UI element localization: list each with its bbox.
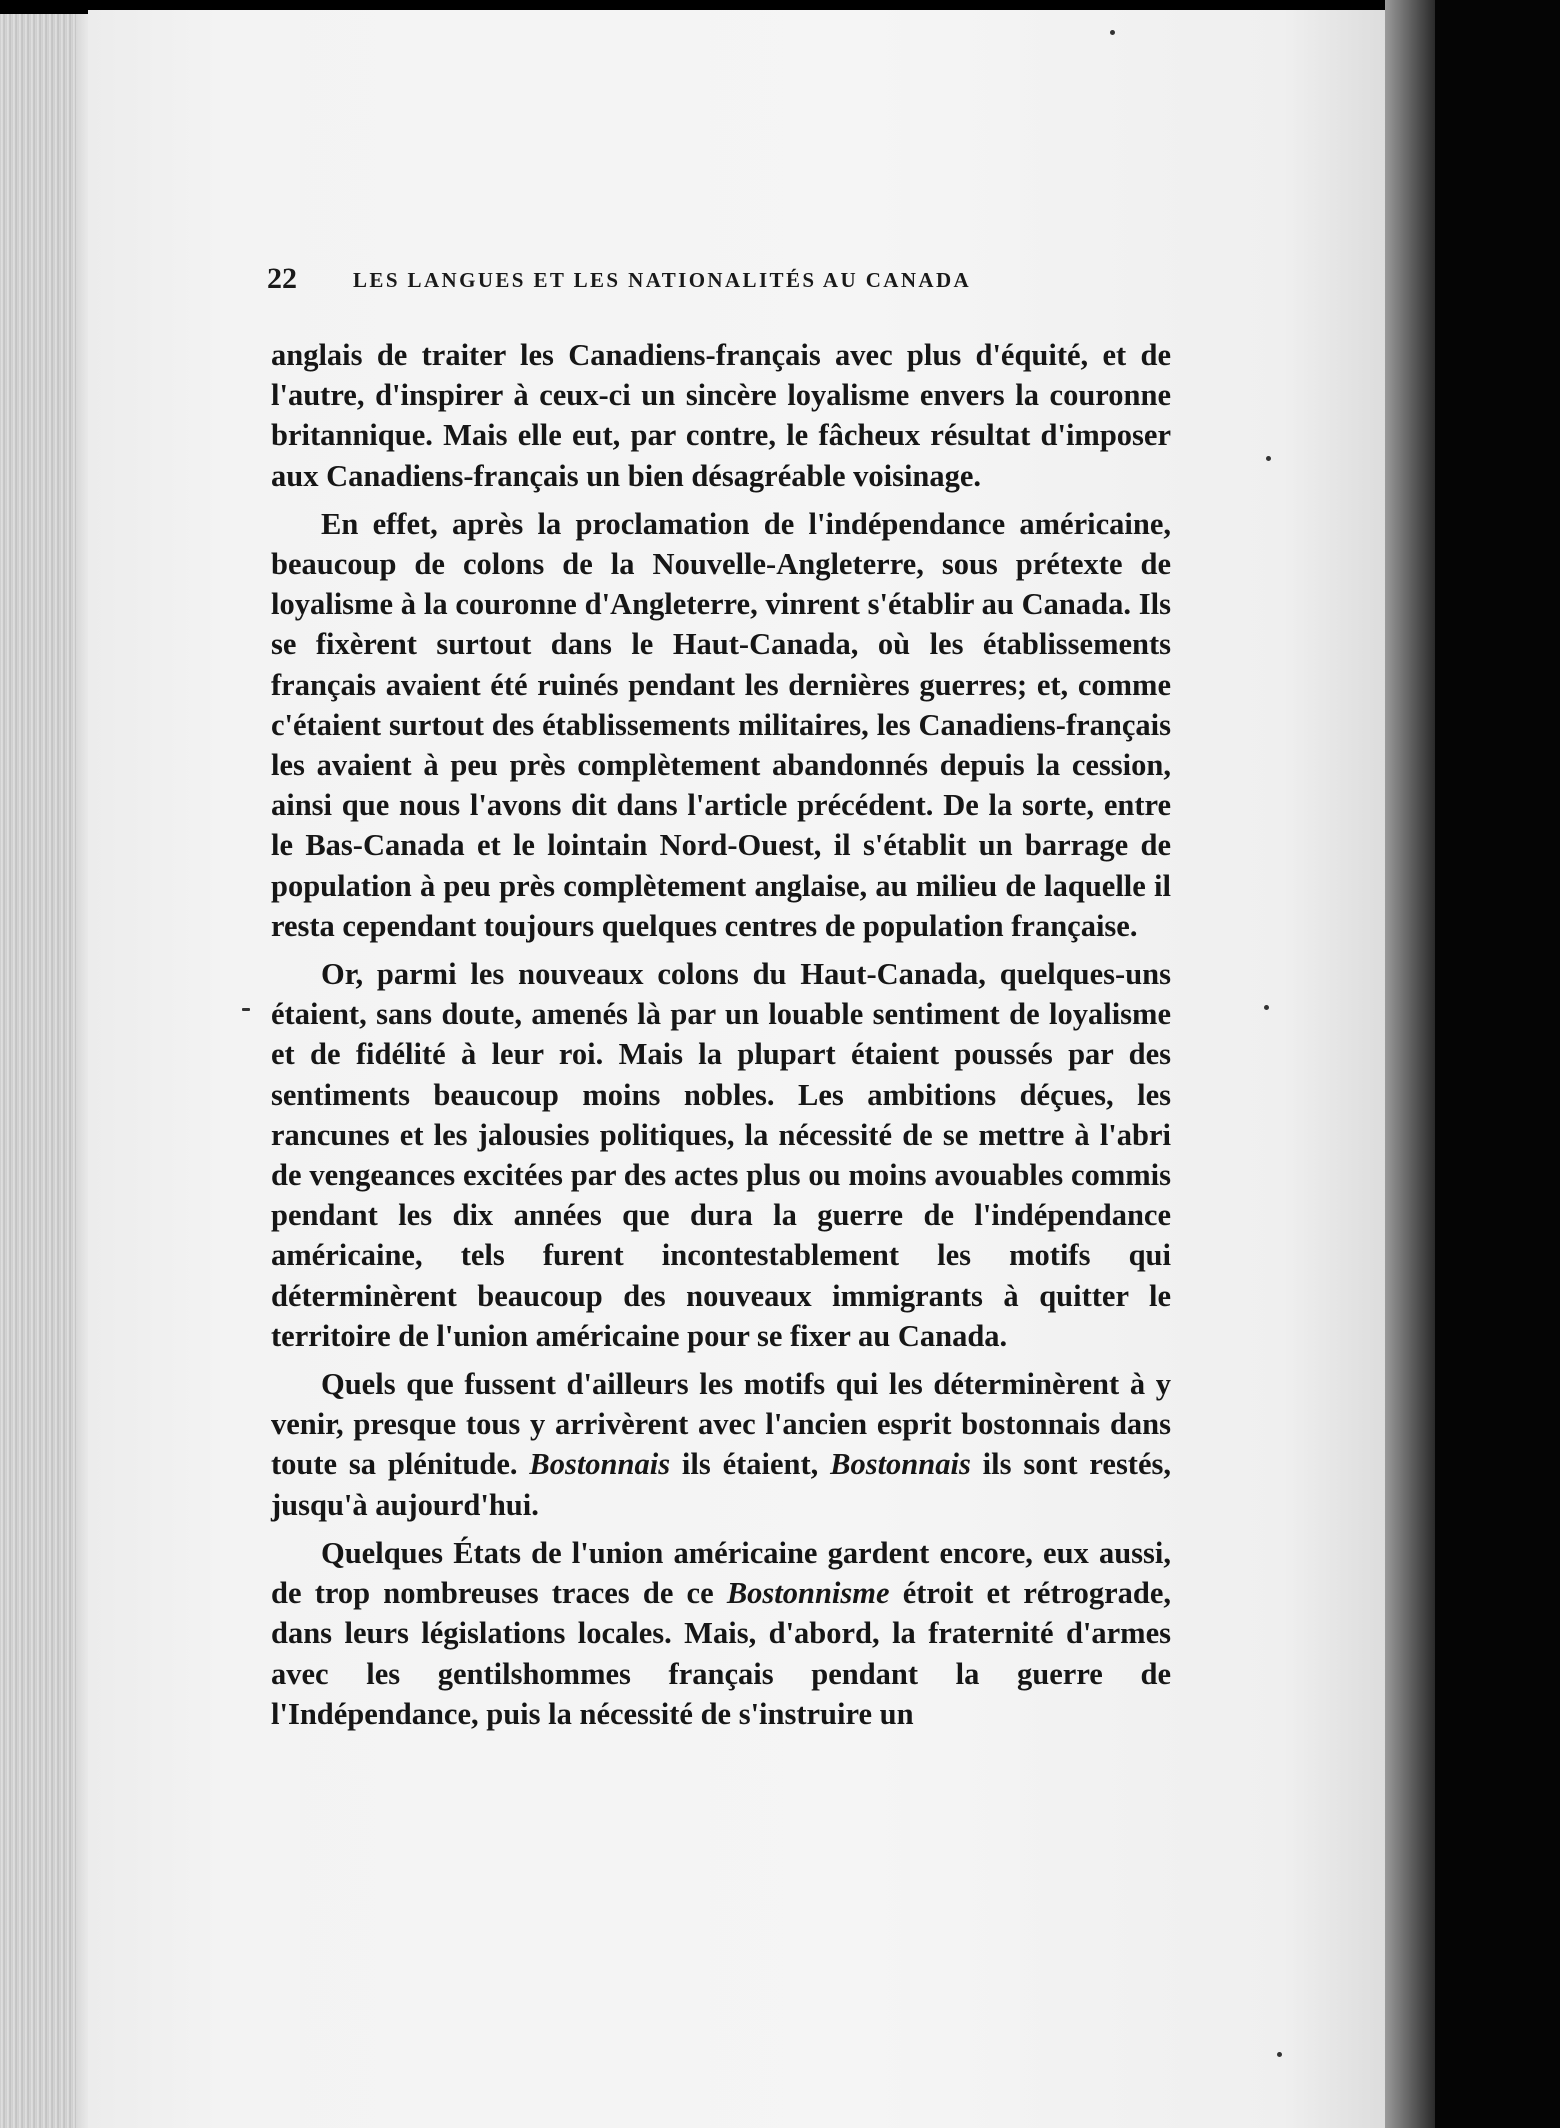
scan-speck: [1110, 30, 1115, 35]
page-number: 22: [267, 262, 297, 295]
book-page-edges: [0, 14, 90, 2128]
paragraph-2: En effet, après la proclamation de l'indépendance américaine, beaucoup de colons de la Nouvelle-Angleterre, sous prétexte de loyalisme à la couronne d'Angleterre, vinrent s'établir au Canada. Ils se fixèrent surtout dans le Haut-Canada, où les établissements français avaient été ruinés pendant les dernières guerres; et, comme c'étaient surtout des établissements militaires, les Canadiens-français les avaient à peu près complètement abandonnés depuis la cession, ainsi que nous l'avons dit dans l'article précédent. De la sorte, entre le Bas-Canada et le lointain Nord-Ouest, il s'établit un barrage de population à peu près complètement anglaise, au milieu de laquelle il resta cependant toujours quelques centres de population française.: [271, 506, 1171, 943]
gutter-shadow: [1385, 0, 1435, 2128]
paragraph-5: [271, 1533, 1171, 1734]
scan-speck: [1266, 456, 1271, 461]
scan-speck: [1277, 2052, 1282, 2057]
paragraph-4-italic-1: Bostonnais: [529, 1447, 671, 1482]
paragraph-4-text-1: Quels que fussent d'ailleurs les motifs qui les déterminèrent à y venir, presque tous y arrivèrent avec l'ancien esprit bostonnais dans toute sa plénitude.: [271, 1367, 1171, 1482]
paragraph-1: anglais de traiter les Canadiens-français avec plus d'équité, et de l'autre, d'inspirer à ceux-ci un sincère loyalisme envers la couronne britannique. Mais elle eut, par contre, le fâcheux résultat d'imposer aux Canadiens-français un bien désagréable voisinage.: [271, 338, 1171, 493]
paragraph-5-text-1: Quelques États de l'union américaine gardent encore, eux aussi, de trop nombreuses traces de ce: [271, 1535, 1171, 1611]
page-header: [267, 262, 1167, 302]
paragraph-4-italic-2: Bostonnais: [830, 1447, 971, 1482]
body-text: [271, 335, 1171, 1742]
paragraph-5-text-2: étroit et rétrograde, dans leurs législations locales. Mais, d'abord, la fraternité d'armes avec les gentilshommes français pendant la guerre de l'Indépendance, puis la nécessité de s'instruire un: [271, 1576, 1171, 1731]
paragraph-5-italic-1: Bostonnisme: [726, 1576, 890, 1611]
scan-speck: [242, 1008, 250, 1011]
paragraph-4-text-2: ils étaient,: [670, 1447, 831, 1482]
running-title: LES LANGUES ET LES NATIONALITÉS AU CANADA: [353, 268, 972, 292]
paragraph-4-text-3: ils sont restés, jusqu'à aujourd'hui.: [271, 1447, 1171, 1522]
scan-background: [1435, 0, 1560, 2128]
scan-speck: [1264, 1005, 1269, 1010]
paragraph-4: [271, 1364, 1171, 1525]
paragraph-3: Or, parmi les nouveaux colons du Haut-Canada, quelques-uns étaient, sans doute, amenés là par un louable sentiment de loyalisme et de fidélité à leur roi. Mais la plupart étaient poussés par des sentiments beaucoup moins nobles. Les ambitions déçues, les rancunes et les jalousies politiques, la nécessité de se mettre à l'abri de vengeances excitées par des actes plus ou moins avouables commis pendant les dix années que dura la guerre de l'indépendance américaine, tels furent incontestablement les motifs qui déterminèrent beaucoup des nouveaux immigrants à quitter le territoire de l'union américaine pour se fixer au Canada.: [271, 957, 1171, 1353]
